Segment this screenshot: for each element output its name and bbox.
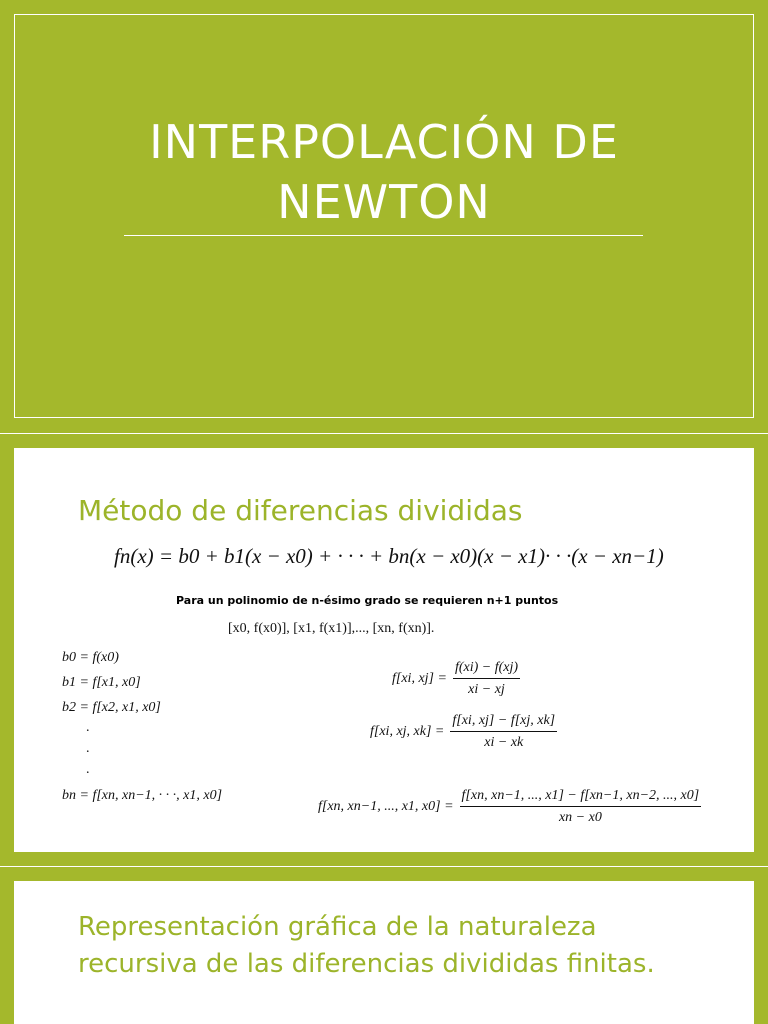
slide-heading: Método de diferencias divididas: [78, 494, 523, 527]
slide-title: [0, 112, 768, 232]
second-divided-difference: [370, 713, 557, 751]
newton-polynomial: fn(x) = b0 + b1(x − x0) + · · · + bn(x − x0)(x − x1)· · ·(x − xn−1): [114, 544, 664, 568]
coefficient-b0: b0 = f(x0): [62, 650, 119, 665]
points-note: Para un polinomio de n-ésimo grado se requieren n+1 puntos: [176, 594, 559, 607]
slide-heading: [78, 909, 655, 983]
difference-lhs: f[xi, xj] =: [392, 671, 447, 686]
heading-line-2: recursiva de las diferencias divididas finitas.: [78, 949, 655, 979]
coefficient-bn: bn = f[xn, xn−1, · · ·, x1, x0]: [62, 788, 223, 803]
difference-numerator: f[xi, xj] − f[xj, xk]: [450, 713, 557, 732]
coefficient-b1: b1 = f[x1, x0]: [62, 675, 141, 690]
title-line-1: INTERPOLACIÓN DE: [149, 115, 619, 169]
difference-denominator: xi − xj: [468, 682, 505, 697]
heading-line-1: Representación gráfica de la naturaleza: [78, 912, 597, 942]
title-slide: [0, 0, 768, 432]
slide-separator: [0, 866, 768, 867]
nth-divided-difference: [318, 788, 701, 826]
difference-numerator: f(xi) − f(xj): [453, 660, 520, 679]
difference-lhs: f[xi, xj, xk] =: [370, 724, 445, 739]
coefficient-b2: b2 = f[x2, x1, x0]: [62, 700, 161, 715]
difference-denominator: xi − xk: [484, 735, 524, 750]
first-divided-difference: [392, 660, 520, 698]
recursive-slide: [14, 881, 754, 1024]
ellipsis-dot: .: [86, 741, 90, 756]
difference-lhs: f[xn, xn−1, ..., x1, x0] =: [318, 799, 454, 814]
ellipsis-dot: .: [86, 762, 90, 777]
formula-slide: [14, 448, 754, 852]
data-points: [x0, f(x0)], [x1, f(x1)],..., [xn, f(xn)].: [228, 621, 435, 636]
slide-separator: [0, 433, 768, 434]
difference-denominator: xn − x0: [558, 810, 602, 825]
difference-numerator: f[xn, xn−1, ..., x1] − f[xn−1, xn−2, ..., x0]: [460, 788, 702, 807]
title-line-2: NEWTON: [277, 175, 491, 229]
ellipsis-dot: .: [86, 720, 90, 735]
title-underline: [124, 235, 643, 236]
